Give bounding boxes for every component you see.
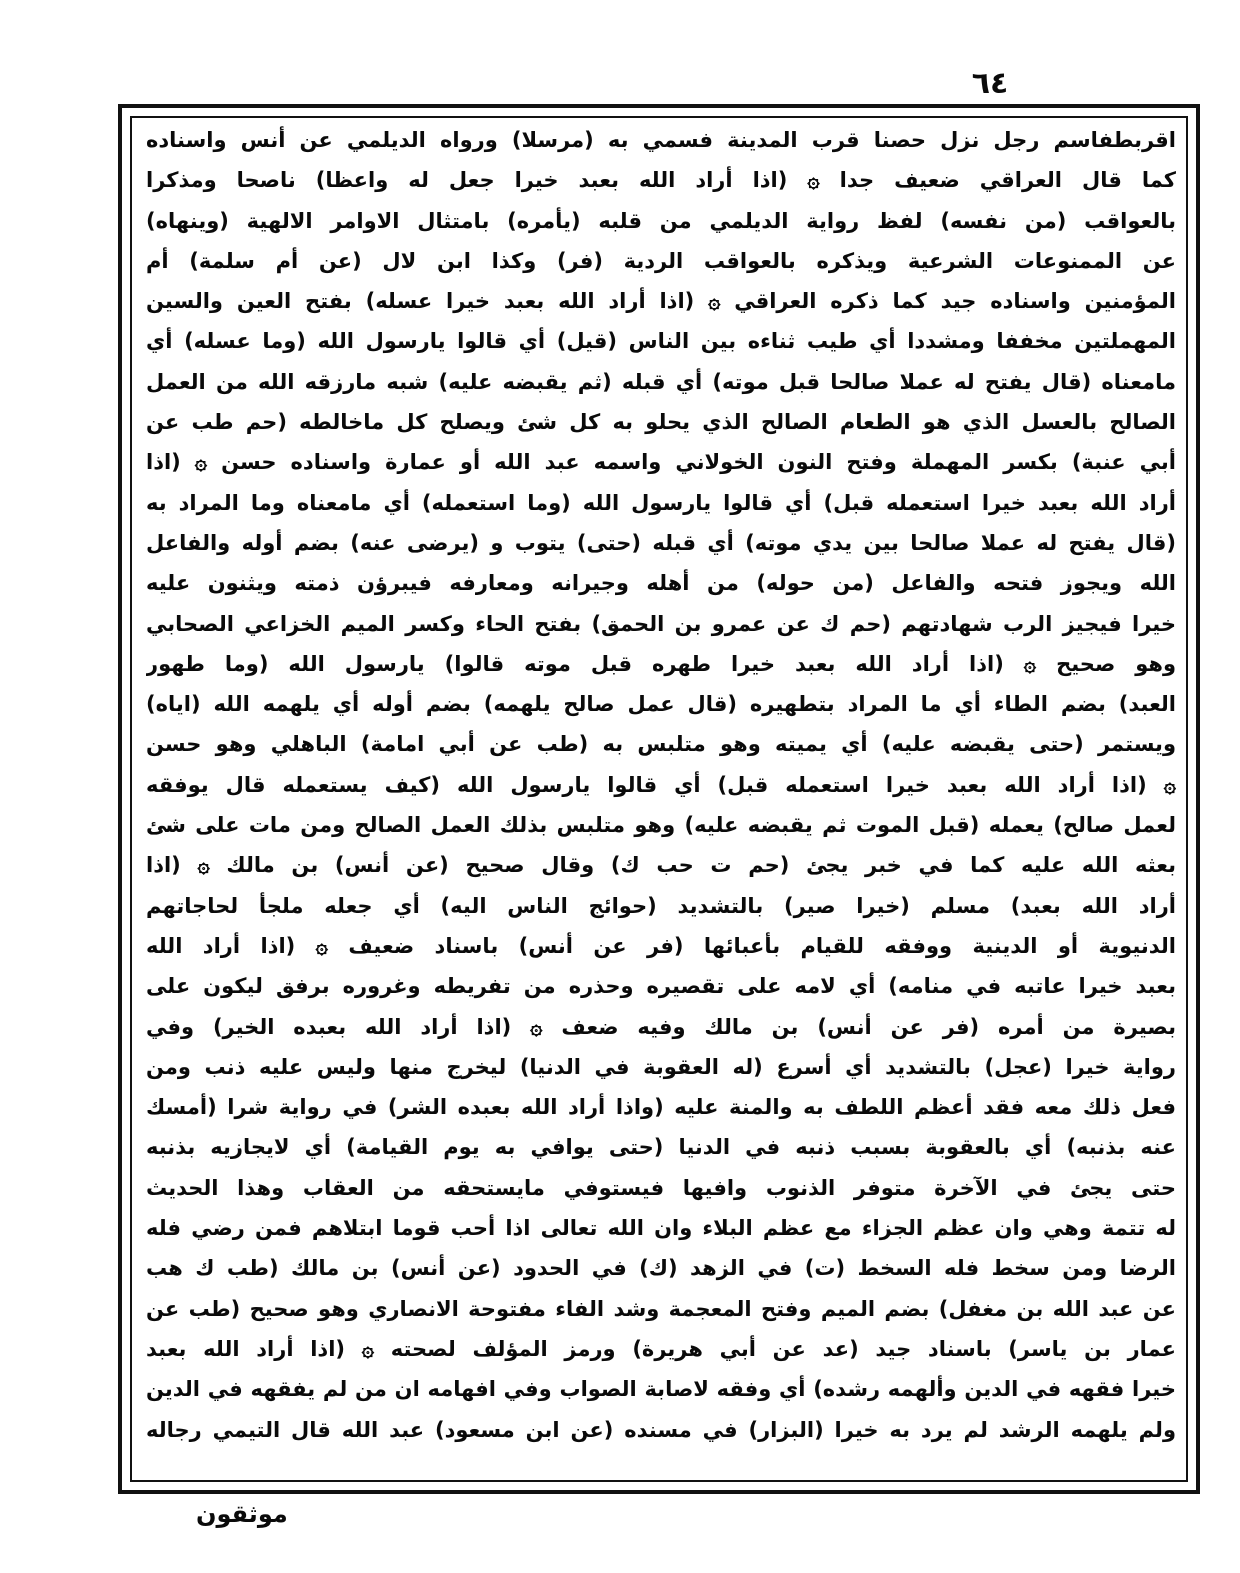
text-line: كما قال العراقي ضعيف جدا ۞ (اذا أراد الله بعبد خيرا جعل له واعظا) ناصحا ومذكرا [146,168,1176,193]
text-line: الله ويجوز فتحه والفاعل (من حوله) من أهله وجيرانه ومعارفه فيبرؤن ذمته ويثنون عليه [146,571,1176,596]
text-line: فعل ذلك معه فقد أعظم اللطف به والمنة عليه (واذا أراد الله بعبده الشر) في رواية شرا (أمسك [146,1095,1176,1120]
text-line: وهو صحيح ۞ (اذا أراد الله بعبد خيرا طهره قبل موته قالوا) يارسول الله (وما طهور [146,651,1176,676]
text-line: بعبد خيرا عاتبه في منامه) أي لامه على تقصيره وحذره من تفريطه وغروره برفق ليكون على [146,974,1176,999]
text-line: بالعواقب (من نفسه) لفظ رواية الديلمي من قلبه (يأمره) بامتثال الاوامر الالهية (وينهاه) [146,208,1176,233]
text-line: ويستمر (حتى يقبضه عليه) أي يميته وهو متلبس به (طب عن أبي امامة) الباهلي وهو حسن [146,732,1176,757]
text-line: المؤمنين واسناده جيد كما ذكره العراقي ۞ (اذا أراد الله بعبد خيرا عسله) بفتح العين والسين [146,289,1176,314]
text-line: (قال يفتح له عملا صالحا بين يدي موته) أي قبله (حتى) يتوب و (يرضى عنه) بضم أوله والفاعل [146,530,1176,555]
text-line: مامعناه (قال يفتح له عملا صالحا قبل موته) أي قبله (ثم يقبضه عليه) شبه مارزقه الله من العمل [146,369,1176,394]
text-line: المهملتين مخففا ومشددا أي طيب ثناءه بين الناس (قيل) أي قالوا يارسول الله (وما عسله) أي [146,329,1176,354]
text-line: أراد الله بعبد خيرا استعمله قبل) أي قالوا يارسول الله (وما استعمله) أي مامعناه وما المراد به [146,490,1176,515]
text-line: بعثه الله عليه كما في خبر يجئ (حم ت حب ك) وقال صحيح (عن أنس) بن مالك ۞ (اذا [146,853,1176,878]
text-line: أبي عنبة) بكسر المهملة وفتح النون الخولاني واسمه عبد الله أو عمارة واسناده حسن ۞ (اذا [146,450,1176,475]
text-line: اقربطفاسم رجل نزل حصنا قرب المدينة فسمي به (مرسلا) ورواه الديلمي عن أنس واسناده [146,128,1176,152]
text-line: الدنيوية أو الدينية ووفقه للقيام بأعبائها (فر عن أنس) باسناد ضعيف ۞ (اذا أراد الله [146,933,1176,958]
catchword: موثقون [196,1500,288,1528]
text-line: له تتمة وهي وان عظم الجزاء مع عظم البلاء وان الله تعالى اذا أحب قوما ابتلاهم فمن رضي فله [146,1216,1176,1241]
text-line: رواية خيرا (عجل) بالتشديد أي أسرع (له العقوبة في الدنيا) ليخرج منها وليس عليه ذنب ومن [146,1054,1176,1079]
text-line: عمار بن ياسر) باسناد جيد (عد عن أبي هريرة) ورمز المؤلف لصحته ۞ (اذا أراد الله بعبد [146,1336,1176,1361]
text-line: خيرا فقهه في الدين وألهمه رشده) أي وفقه لاصابة الصواب وفي افهامه ان من لم يفقهه في الدين [146,1377,1176,1402]
text-line: خيرا فيجيز الرب شهادتهم (حم ك عن عمرو بن الحمق) بفتح الحاء وكسر الميم الخزاعي الصحابي [146,611,1176,636]
text-block [146,120,1176,1475]
text-line: عنه بذنبه) أي بالعقوبة بسبب ذنبه في الدنيا (حتى يوافي به يوم القيامة) أي لايجازيه بذنبه [146,1135,1176,1160]
text-line: أراد الله بعبد) مسلم (خيرا صير) بالتشديد (حوائج الناس اليه) أي جعله ملجأ لحاجاتهم [146,893,1176,918]
text-line: الرضا ومن سخط فله السخط (ت) في الزهد (ك) في الحدود (عن أنس) بن مالك (طب ك هب [146,1256,1176,1281]
text-line: ولم يلهمه الرشد لم يرد به خيرا (البزار) في مسنده (عن ابن مسعود) عبد الله قال التيمي رجاله [146,1417,1176,1442]
text-line: لعمل صالح) يعمله (قبل الموت ثم يقبضه عليه) وهو متلبس بذلك العمل الصالح ومن مات على شئ [146,813,1176,838]
text-line: ۞ (اذا أراد الله بعبد خيرا استعمله قبل) أي قالوا يارسول الله (كيف يستعمله قال يوفقه [146,772,1176,797]
text-line: عن الممنوعات الشرعية ويذكره بالعواقب الردية (فر) وكذا ابن لال (عن أم سلمة) أم [146,248,1176,273]
text-line: العبد) بضم الطاء أي ما المراد بتطهيره (قال عمل صالح يلهمه) بضم أوله أي يلهمه الله (اياه) [146,692,1176,717]
text-line: بصيرة من أمره (فر عن أنس) بن مالك وفيه ضعف ۞ (اذا أراد الله بعبده الخير) وفي [146,1014,1176,1039]
text-line: عن عبد الله بن مغفل) بضم الميم وفتح المعجمة وشد الفاء مفتوحة الانصاري وهو صحيح (طب عن [146,1296,1176,1321]
page-number: ٦٤ [971,66,1009,101]
text-line: حتى يجئ في الآخرة متوفر الذنوب وافيها فيستوفي مايستحقه من العقاب وهذا الحديث [146,1175,1176,1200]
text-line: الصالح بالعسل الذي هو الطعام الصالح الذي يحلو به كل شئ ويصلح كل ماخالطه (حم طب عن [146,410,1176,435]
